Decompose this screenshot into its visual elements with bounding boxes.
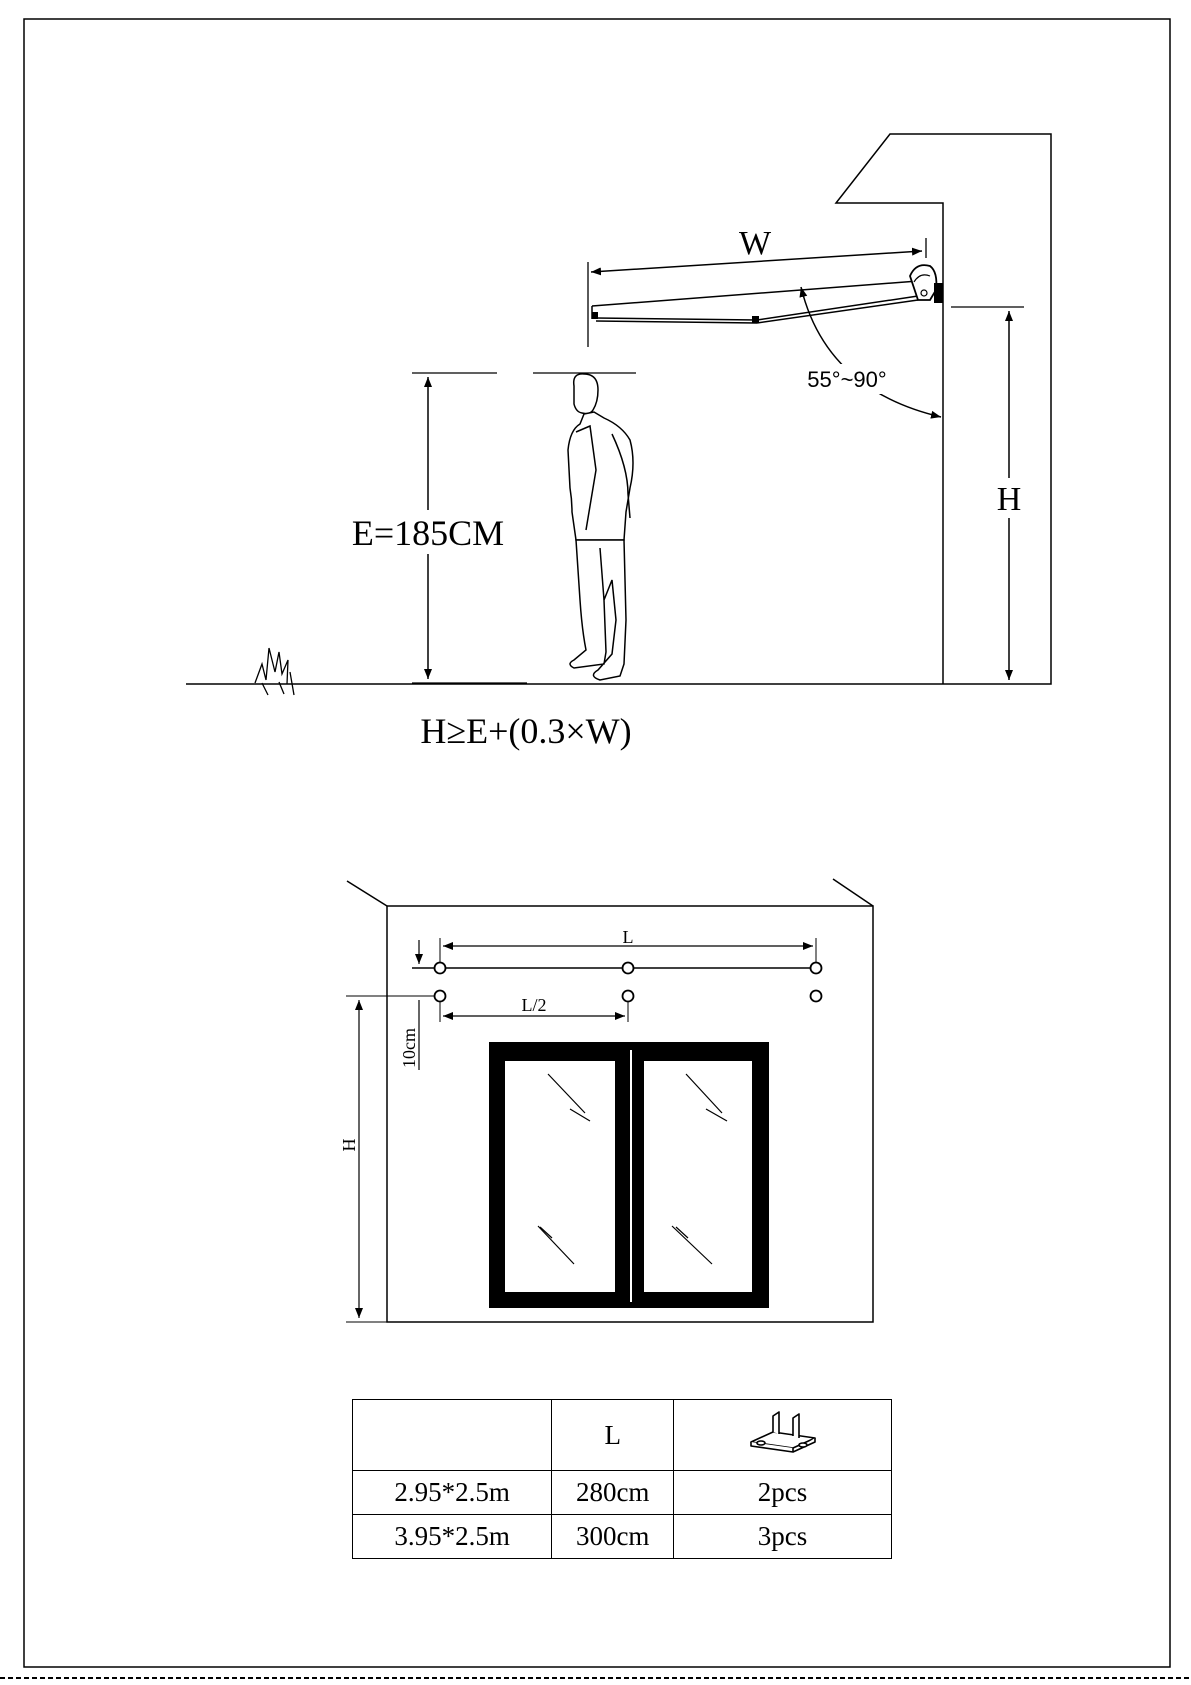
front-height-label: H (339, 1138, 359, 1152)
awning-width-label: W (738, 225, 772, 262)
front-view (339, 879, 873, 1322)
length-cell: 280cm (552, 1471, 674, 1515)
size-header (353, 1400, 552, 1471)
bracket-count-cell: 3pcs (674, 1515, 892, 1559)
hole-bottom-right (811, 991, 822, 1002)
table-row (353, 1515, 892, 1559)
person-height-label: E=185CM (351, 513, 505, 553)
hole-bottom-left (435, 991, 446, 1002)
hole-bottom-center (623, 991, 634, 1002)
bracket-count-cell: 2pcs (674, 1471, 892, 1515)
bracket-spacing-label: L (622, 927, 634, 947)
size-cell: 3.95*2.5m (353, 1515, 552, 1559)
wall (836, 134, 1051, 684)
table-header-row (353, 1400, 892, 1471)
awning (592, 265, 943, 323)
half-spacing-label: L/2 (521, 995, 547, 1015)
offset-label: 10cm (399, 1028, 419, 1068)
person-figure-icon (568, 374, 633, 680)
table-row (353, 1471, 892, 1515)
length-header: L (552, 1400, 674, 1471)
length-cell: 300cm (552, 1515, 674, 1559)
wall-edge-right (833, 879, 873, 906)
bracket-icon (743, 1408, 823, 1456)
hole-top-center (623, 963, 634, 974)
bracket-header (674, 1400, 892, 1471)
wall-edge-left (347, 881, 387, 906)
grass-icon (255, 648, 294, 695)
spec-table (352, 1399, 892, 1559)
hole-top-left (435, 963, 446, 974)
height-formula: H≥E+(0.3×W) (420, 711, 632, 751)
hole-top-right (811, 963, 822, 974)
mount-height-label: H (996, 481, 1022, 518)
size-cell: 2.95*2.5m (353, 1471, 552, 1515)
side-view (186, 134, 1051, 751)
awning-cassette-icon (910, 265, 943, 303)
angle-label: 55°~90° (807, 367, 887, 392)
window-icon (489, 1042, 769, 1308)
